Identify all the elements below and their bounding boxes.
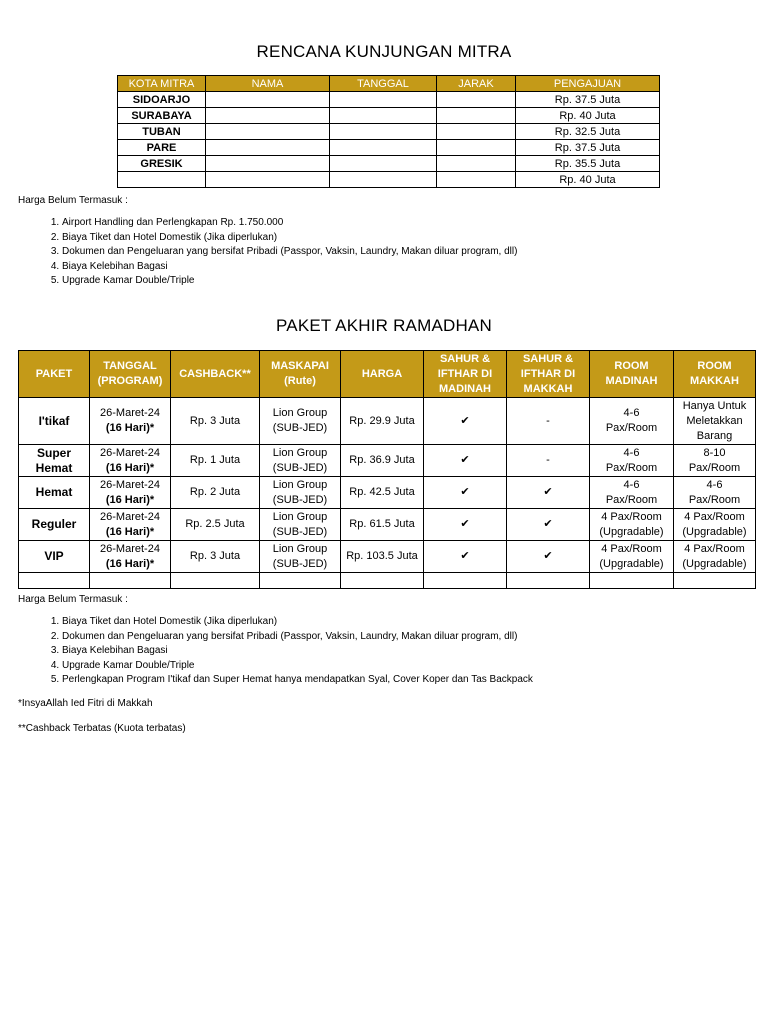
list-item: 2. Dokumen dan Pengeluaran yang bersifat Pribadi (Passpor, Vaksin, Laundry, Makan diluar program, dll) xyxy=(62,630,533,645)
airline-cell xyxy=(260,541,341,573)
list-item: 3. Biaya Kelebihan Bagasi xyxy=(62,644,533,659)
route-text: (SUB-JED) xyxy=(272,525,328,538)
list-item: 4. Upgrade Kamar Double/Triple xyxy=(62,659,533,674)
airline-cell xyxy=(260,509,341,541)
package-name: Hemat xyxy=(35,460,73,475)
header-label: IFTHAR DI xyxy=(437,367,493,380)
room-text: Pax/Room xyxy=(688,461,741,474)
table-row xyxy=(19,398,756,445)
table-row xyxy=(118,124,660,140)
room-madinah-cell xyxy=(590,509,674,541)
table-row xyxy=(118,108,660,124)
city-cell: TUBAN xyxy=(118,124,206,140)
header-label: MADINAH xyxy=(439,382,491,395)
col-pengajuan: PENGAJUAN xyxy=(516,76,660,92)
city-cell: PARE xyxy=(118,140,206,156)
package-title: PAKET AKHIR RAMADHAN xyxy=(276,316,492,335)
room-makkah-cell xyxy=(674,445,756,477)
room-text: Pax/Room xyxy=(605,493,658,506)
room-makkah-cell xyxy=(674,509,756,541)
empty-cell xyxy=(206,156,330,172)
empty-cell xyxy=(437,172,516,188)
days-text: (16 Hari)* xyxy=(105,422,155,434)
sahur-madinah-cell: ✔ xyxy=(424,445,507,477)
col-paket xyxy=(19,351,90,398)
empty-cell xyxy=(330,156,437,172)
date-cell xyxy=(90,541,171,573)
empty-cell xyxy=(330,124,437,140)
cashback-cell: Rp. 2.5 Juta xyxy=(171,509,260,541)
empty-cell xyxy=(590,573,674,589)
list-item: 5. Perlengkapan Program I'tikaf dan Super Hemat hanya mendapatkan Syal, Cover Koper dan Tas Backpack xyxy=(62,673,533,688)
header-label: SAHUR & xyxy=(439,352,491,365)
col-room-madinah xyxy=(590,351,674,398)
airline-cell xyxy=(260,398,341,445)
room-madinah-cell xyxy=(590,541,674,573)
package-exclusions-list xyxy=(18,615,533,688)
price-cell: Rp. 103.5 Juta xyxy=(341,541,424,573)
package-name: Reguler xyxy=(31,517,77,531)
header-label: TANGGAL xyxy=(103,360,157,372)
package-name: I'tikaf xyxy=(38,413,70,428)
header-label: ROOM xyxy=(697,360,732,372)
footnote-ied-fitri: *InsyaAllah Ied Fitri di Makkah xyxy=(18,698,153,709)
header-label: (Rute) xyxy=(284,375,316,387)
room-text: Meletakkan xyxy=(686,414,743,427)
room-text: (Upgradable) xyxy=(682,525,747,538)
route-text: (SUB-JED) xyxy=(272,461,328,474)
header-label: PAKET xyxy=(35,367,73,380)
col-tanggal: TANGGAL xyxy=(330,76,437,92)
table-row xyxy=(118,172,660,188)
empty-cell xyxy=(674,573,756,589)
visit-plan-header-row xyxy=(118,76,660,92)
room-text: Pax/Room xyxy=(688,493,741,506)
sahur-makkah-cell: ✔ xyxy=(507,477,590,509)
room-text: 4-6 xyxy=(706,478,723,491)
table-row xyxy=(19,477,756,509)
sahur-madinah-cell: ✔ xyxy=(424,509,507,541)
empty-row xyxy=(19,573,756,589)
price-cell: Rp. 36.9 Juta xyxy=(341,445,424,477)
room-text: Pax/Room xyxy=(605,422,658,434)
sahur-madinah-cell: ✔ xyxy=(424,398,507,445)
days-text: (16 Hari)* xyxy=(105,525,155,538)
empty-cell xyxy=(19,573,90,589)
room-text: 4-6 xyxy=(623,446,640,459)
empty-cell xyxy=(330,92,437,108)
empty-cell xyxy=(341,573,424,589)
package-name-cell xyxy=(19,445,90,477)
table-row xyxy=(118,140,660,156)
list-item: 5. Upgrade Kamar Double/Triple xyxy=(62,274,517,289)
header-label: MAKKAH xyxy=(690,375,739,387)
airline-cell xyxy=(260,445,341,477)
col-room-makkah xyxy=(674,351,756,398)
list-item: 3. Dokumen dan Pengeluaran yang bersifat Pribadi (Passpor, Vaksin, Laundry, Makan diluar program, dll) xyxy=(62,245,517,260)
room-makkah-cell xyxy=(674,398,756,445)
date-text: 26-Maret-24 xyxy=(100,542,160,555)
room-text: Barang xyxy=(696,429,733,442)
room-text: 4 Pax/Room xyxy=(684,510,745,523)
sahur-madinah-cell: ✔ xyxy=(424,541,507,573)
empty-cell xyxy=(90,573,171,589)
empty-cell xyxy=(424,573,507,589)
empty-cell xyxy=(507,573,590,589)
days-text: (16 Hari)* xyxy=(105,557,155,570)
sahur-makkah-cell: - xyxy=(507,398,590,445)
room-text: (Upgradable) xyxy=(599,557,664,570)
airline-text: Lion Group xyxy=(272,407,328,419)
header-label: ROOM xyxy=(614,360,649,372)
route-text: (SUB-JED) xyxy=(272,493,328,506)
package-exclusions-note: Harga Belum Termasuk : xyxy=(18,594,128,605)
price-cell: Rp. 35.5 Juta xyxy=(516,156,660,172)
visit-plan-title: RENCANA KUNJUNGAN MITRA xyxy=(256,42,512,61)
route-text: (SUB-JED) xyxy=(272,422,328,434)
room-text: 4-6 xyxy=(623,407,640,419)
room-madinah-cell xyxy=(590,477,674,509)
list-item: 1. Airport Handling dan Perlengkapan Rp. 1.750.000 xyxy=(62,216,517,231)
col-sahur-makkah xyxy=(507,351,590,398)
room-makkah-cell xyxy=(674,477,756,509)
package-name: Hemat xyxy=(35,485,73,499)
room-text: Pax/Room xyxy=(605,461,658,474)
city-cell: SURABAYA xyxy=(118,108,206,124)
price-cell: Rp. 37.5 Juta xyxy=(516,140,660,156)
col-harga xyxy=(341,351,424,398)
empty-cell xyxy=(437,156,516,172)
table-row xyxy=(19,541,756,573)
col-nama: NAMA xyxy=(206,76,330,92)
header-label: (PROGRAM) xyxy=(97,375,163,387)
package-header-row xyxy=(19,351,756,398)
empty-cell xyxy=(171,573,260,589)
col-sahur-madinah xyxy=(424,351,507,398)
empty-cell xyxy=(437,140,516,156)
package-name-cell xyxy=(19,541,90,573)
package-table xyxy=(18,350,756,589)
col-jarak: JARAK xyxy=(437,76,516,92)
room-text: (Upgradable) xyxy=(599,525,664,538)
airline-text: Lion Group xyxy=(272,446,328,459)
header-label: MASKAPAI xyxy=(271,360,329,372)
header-label: SAHUR & xyxy=(522,352,574,365)
room-text: 4 Pax/Room xyxy=(601,542,662,555)
col-cashback xyxy=(171,351,260,398)
package-name-cell xyxy=(19,398,90,445)
date-cell xyxy=(90,398,171,445)
empty-cell xyxy=(206,172,330,188)
col-kota-mitra: KOTA MITRA xyxy=(118,76,206,92)
empty-cell xyxy=(206,92,330,108)
date-cell xyxy=(90,445,171,477)
airline-cell xyxy=(260,477,341,509)
col-tanggal-program xyxy=(90,351,171,398)
table-row xyxy=(118,92,660,108)
room-text: 4 Pax/Room xyxy=(601,510,662,523)
city-cell xyxy=(118,172,206,188)
sahur-makkah-cell: ✔ xyxy=(507,509,590,541)
table-row xyxy=(19,445,756,477)
route-text: (SUB-JED) xyxy=(272,557,328,570)
package-name: Super xyxy=(36,445,71,460)
room-makkah-cell xyxy=(674,541,756,573)
price-cell: Rp. 40 Juta xyxy=(516,172,660,188)
empty-cell xyxy=(437,124,516,140)
empty-cell xyxy=(206,124,330,140)
airline-text: Lion Group xyxy=(272,510,328,523)
room-text: (Upgradable) xyxy=(682,557,747,570)
price-cell: Rp. 40 Juta xyxy=(516,108,660,124)
empty-cell xyxy=(437,108,516,124)
header-label: IFTHAR DI xyxy=(520,367,576,380)
exclusions-note: Harga Belum Termasuk : xyxy=(18,195,128,206)
days-text: (16 Hari)* xyxy=(105,461,155,474)
empty-cell xyxy=(330,108,437,124)
cashback-cell: Rp. 2 Juta xyxy=(171,477,260,509)
date-text: 26-Maret-24 xyxy=(100,446,160,459)
package-name: VIP xyxy=(44,549,64,563)
list-item: 4. Biaya Kelebihan Bagasi xyxy=(62,260,517,275)
visit-plan-table xyxy=(117,75,660,188)
airline-text: Lion Group xyxy=(272,478,328,491)
header-label: MAKKAH xyxy=(523,382,573,395)
table-row xyxy=(118,156,660,172)
cashback-cell: Rp. 3 Juta xyxy=(171,541,260,573)
exclusions-list xyxy=(18,216,517,289)
package-name-cell xyxy=(19,509,90,541)
price-cell: Rp. 32.5 Juta xyxy=(516,124,660,140)
price-cell: Rp. 37.5 Juta xyxy=(516,92,660,108)
empty-cell xyxy=(260,573,341,589)
date-text: 26-Maret-24 xyxy=(100,478,160,491)
date-text: 26-Maret-24 xyxy=(100,407,160,419)
sahur-makkah-cell: - xyxy=(507,445,590,477)
footnote-cashback: **Cashback Terbatas (Kuota terbatas) xyxy=(18,723,186,734)
sahur-makkah-cell: ✔ xyxy=(507,541,590,573)
room-text: 4-6 xyxy=(623,478,640,491)
list-item: 1. Biaya Tiket dan Hotel Domestik (Jika diperlukan) xyxy=(62,615,533,630)
date-cell xyxy=(90,509,171,541)
room-text: 8-10 xyxy=(703,446,726,459)
header-label: MADINAH xyxy=(605,375,658,387)
city-cell: GRESIK xyxy=(118,156,206,172)
room-text: 4 Pax/Room xyxy=(684,542,745,555)
days-text: (16 Hari)* xyxy=(105,493,155,506)
empty-cell xyxy=(437,92,516,108)
room-madinah-cell xyxy=(590,445,674,477)
package-name-cell xyxy=(19,477,90,509)
list-item: 2. Biaya Tiket dan Hotel Domestik (Jika diperlukan) xyxy=(62,231,517,246)
room-text: Hanya Untuk xyxy=(682,399,747,412)
empty-cell xyxy=(330,172,437,188)
cashback-cell: Rp. 3 Juta xyxy=(171,398,260,445)
sahur-madinah-cell: ✔ xyxy=(424,477,507,509)
cashback-cell: Rp. 1 Juta xyxy=(171,445,260,477)
city-cell: SIDOARJO xyxy=(118,92,206,108)
empty-cell xyxy=(206,140,330,156)
price-cell: Rp. 61.5 Juta xyxy=(341,509,424,541)
col-maskapai xyxy=(260,351,341,398)
empty-cell xyxy=(330,140,437,156)
date-cell xyxy=(90,477,171,509)
room-madinah-cell xyxy=(590,398,674,445)
date-text: 26-Maret-24 xyxy=(100,510,160,523)
empty-cell xyxy=(206,108,330,124)
airline-text: Lion Group xyxy=(272,542,328,555)
table-row xyxy=(19,509,756,541)
header-label: HARGA xyxy=(361,367,403,380)
price-cell: Rp. 29.9 Juta xyxy=(341,398,424,445)
price-cell: Rp. 42.5 Juta xyxy=(341,477,424,509)
header-label: CASHBACK** xyxy=(179,367,251,380)
